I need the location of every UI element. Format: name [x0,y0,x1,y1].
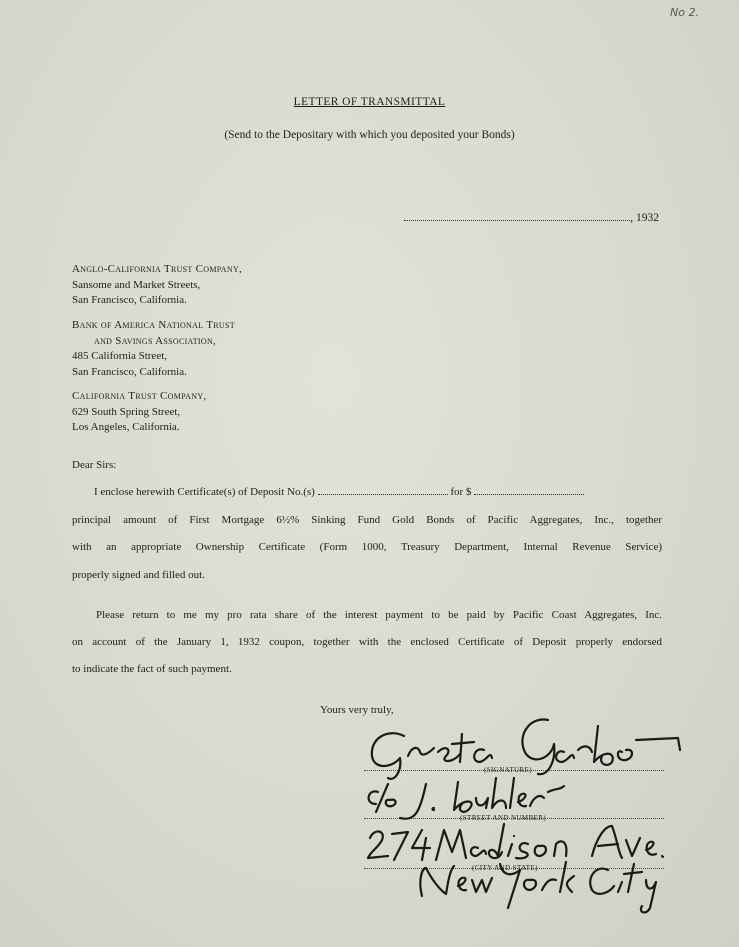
salutation: Dear Sirs: [72,459,117,471]
addressee-city: San Francisco, California. [72,365,187,378]
addressee-street: Sansome and Market Streets, [72,278,201,291]
addressee-city: Los Angeles, California. [72,421,180,433]
document-title: LETTER OF TRANSMITTAL [293,96,446,108]
certificate-number-blank[interactable] [318,494,448,495]
closing: Yours very truly, [320,704,394,716]
addressee-name: Bank of America National Trust [72,319,235,331]
certificate-line [94,486,584,498]
paragraph2-line: Please return to me my pro rata share of the interest payment to be paid by Pacific Coast Aggregates, Inc. [96,609,662,621]
certificate-lead: I enclose herewith Certificate(s) of Deposit No.(s) [94,486,315,498]
addressee-name: California Trust Company, [72,390,207,402]
paragraph1-line: principal amount of First Mortgage 6½% Sinking Fund Gold Bonds of Pacific Aggregates, Inc., together [72,514,662,526]
paragraph2-line: on account of the January 1, 1932 coupon, together with the enclosed Certificate of Deposit properly endorsed [72,636,662,648]
addressee-name-cont: and Savings Association, [94,334,217,347]
signature-label: (SIGNATURE) [484,766,532,774]
addressee-name: Anglo-California Trust Company, [72,263,243,275]
date-line [404,212,659,224]
handwritten-annotation: No 2. [670,6,699,19]
document-subtitle: (Send to the Depositary with which you deposited your Bonds) [224,129,515,141]
addressee-city: San Francisco, California. [72,294,187,306]
date-blank[interactable] [404,220,630,221]
addressee-bank-of-america [72,318,235,380]
paragraph2-line: to indicate the fact of such payment. [72,663,232,675]
addressee-street: 629 South Spring Street, [72,405,181,418]
paragraph1-line: properly signed and filled out. [72,569,205,581]
letter-body [72,459,662,689]
addressee-street: 485 California Street, [72,350,168,362]
paragraph1-line: with an appropriate Ownership Certificate (Form 1000, Treasury Department, Internal Revenue Service) [72,541,662,553]
date-year: , 1932 [630,212,659,224]
addressee-california-trust [72,389,206,436]
amount-lead: for $ [450,486,472,498]
city-label: (CITY AND STATE) [472,864,538,872]
handwritten-signature-graphic [360,712,690,917]
amount-blank[interactable] [474,494,584,495]
street-label: (STREET AND NUMBER) [460,814,547,822]
addressee-anglo-california [72,262,242,309]
